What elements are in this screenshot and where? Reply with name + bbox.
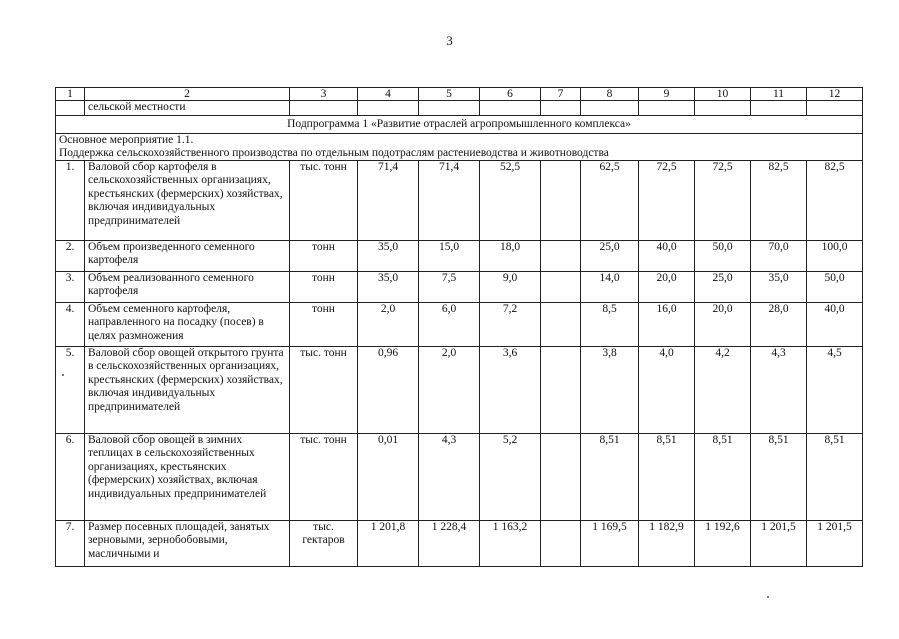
row-number: 7. [56,520,85,566]
indicator-value: 25,0 [581,240,639,271]
table-row [56,240,863,271]
table-row [56,302,863,346]
indicator-value: 0,01 [358,433,419,520]
main-event-row [56,133,863,160]
column-number: 2 [85,88,290,101]
indicator-value: 25,0 [695,271,751,302]
main-event-title: Основное мероприятие 1.1. [59,133,194,146]
indicator-value [541,433,581,520]
indicator-value: 4,0 [639,346,695,433]
row-number: 5. [56,346,85,433]
indicator-value: 50,0 [695,240,751,271]
indicator-value: 9,0 [480,271,541,302]
subprogram-row [56,115,863,133]
indicator-value: 1 163,2 [480,520,541,566]
indicator-value: 8,5 [581,302,639,346]
indicator-value: 1 169,5 [581,520,639,566]
indicator-value: 4,3 [751,346,807,433]
unit-of-measure: тыс. тонн [290,160,358,240]
indicator-value: 1 182,9 [639,520,695,566]
indicator-value: 1 201,8 [358,520,419,566]
unit-of-measure: тыс. гектаров [290,520,358,566]
indicator-value: 5,2 [480,433,541,520]
table-row [56,520,863,566]
indicator-value: 70,0 [751,240,807,271]
column-number: 7 [541,88,581,101]
continuation-row [56,101,863,116]
indicator-value: 1 201,5 [807,520,863,566]
main-event-cell [56,133,863,160]
indicator-value: 71,4 [419,160,480,240]
indicator-value: 7,5 [419,271,480,302]
indicator-value: 100,0 [807,240,863,271]
column-number-row [56,88,863,101]
page-number: 3 [446,33,453,48]
indicator-value: 15,0 [419,240,480,271]
indicator-value: 8,51 [807,433,863,520]
indicator-value [541,271,581,302]
indicator-name: Размер посевных площадей, занятых зерновыми, зернобобовыми, масличными и [85,520,290,566]
unit-of-measure: тыс. тонн [290,346,358,433]
indicator-value: 52,5 [480,160,541,240]
column-number: 9 [639,88,695,101]
indicator-value: 62,5 [581,160,639,240]
indicator-value: 71,4 [358,160,419,240]
column-number: 6 [480,88,541,101]
column-number: 3 [290,88,358,101]
indicator-value: 35,0 [358,271,419,302]
indicator-value [541,302,581,346]
indicator-value: 40,0 [639,240,695,271]
unit-of-measure: тыс. тонн [290,433,358,520]
row-number: 6. [56,433,85,520]
column-number: 12 [807,88,863,101]
table-row [56,271,863,302]
unit-of-measure: тонн [290,271,358,302]
column-number: 11 [751,88,807,101]
indicator-value: 82,5 [751,160,807,240]
indicators-table [55,87,863,567]
indicator-name: Валовой сбор картофеля в сельскохозяйственных организациях, крестьянских (фермерских) хозяйствах, включая индивидуальных предпринимателей [85,160,290,240]
indicator-value: 28,0 [751,302,807,346]
column-number: 10 [695,88,751,101]
table-row [56,346,863,433]
indicator-value: 0,96 [358,346,419,433]
scan-speck [62,374,64,376]
row-number: 3. [56,271,85,302]
indicator-value [541,520,581,566]
indicator-value: 4,3 [419,433,480,520]
indicator-value: 8,51 [581,433,639,520]
indicator-value: 1 228,4 [419,520,480,566]
table-row [56,433,863,520]
indicator-value: 1 192,6 [695,520,751,566]
column-number: 1 [56,88,85,101]
indicator-value: 2,0 [419,346,480,433]
table-row [56,160,863,240]
indicator-value: 8,51 [639,433,695,520]
indicator-value: 3,6 [480,346,541,433]
indicator-value: 4,2 [695,346,751,433]
column-number: 4 [358,88,419,101]
column-number: 8 [581,88,639,101]
main-event-description: Поддержка сельскохозяйственного производства по отдельным подотраслям растениеводства и животноводства [59,146,609,159]
unit-of-measure: тонн [290,240,358,271]
column-number: 5 [419,88,480,101]
indicator-value: 3,8 [581,346,639,433]
indicator-value: 72,5 [639,160,695,240]
row-number: 1. [56,160,85,240]
indicator-value: 35,0 [751,271,807,302]
indicator-value: 16,0 [639,302,695,346]
indicator-value: 14,0 [581,271,639,302]
row-number: 4. [56,302,85,346]
indicator-name: Валовой сбор овощей в зимних теплицах в сельскохозяйственных организациях, крестьянских (фермерских) хозяйствах, включая индивидуальных предпринимателей [85,433,290,520]
unit-of-measure: тонн [290,302,358,346]
indicator-value: 35,0 [358,240,419,271]
indicator-value [541,240,581,271]
indicator-value: 4,5 [807,346,863,433]
indicator-value: 72,5 [695,160,751,240]
indicator-value: 50,0 [807,271,863,302]
indicator-value: 6,0 [419,302,480,346]
subprogram-title: Подпрограмма 1 «Развитие отраслей агропромышленного комплекса» [56,115,863,133]
indicator-value: 2,0 [358,302,419,346]
indicator-value: 8,51 [695,433,751,520]
indicator-name: Объем произведенного семенного картофеля [85,240,290,271]
indicator-value: 8,51 [751,433,807,520]
indicator-value: 1 201,5 [751,520,807,566]
indicator-value [541,160,581,240]
indicator-value: 18,0 [480,240,541,271]
continuation-text: сельской местности [85,101,290,116]
indicator-name: Объем семенного картофеля, направленного на посадку (посев) в целях размножения [85,302,290,346]
indicator-value: 20,0 [639,271,695,302]
scan-speck [767,596,769,598]
indicator-value: 40,0 [807,302,863,346]
row-number: 2. [56,240,85,271]
indicator-value: 7,2 [480,302,541,346]
indicator-value: 82,5 [807,160,863,240]
indicator-value: 20,0 [695,302,751,346]
indicator-name: Валовой сбор овощей открытого грунта в сельскохозяйственных организациях, крестьянских (фермерских) хозяйствах, включая индивидуальных предпринимателей [85,346,290,433]
indicator-value [541,346,581,433]
indicator-name: Объем реализованного семенного картофеля [85,271,290,302]
